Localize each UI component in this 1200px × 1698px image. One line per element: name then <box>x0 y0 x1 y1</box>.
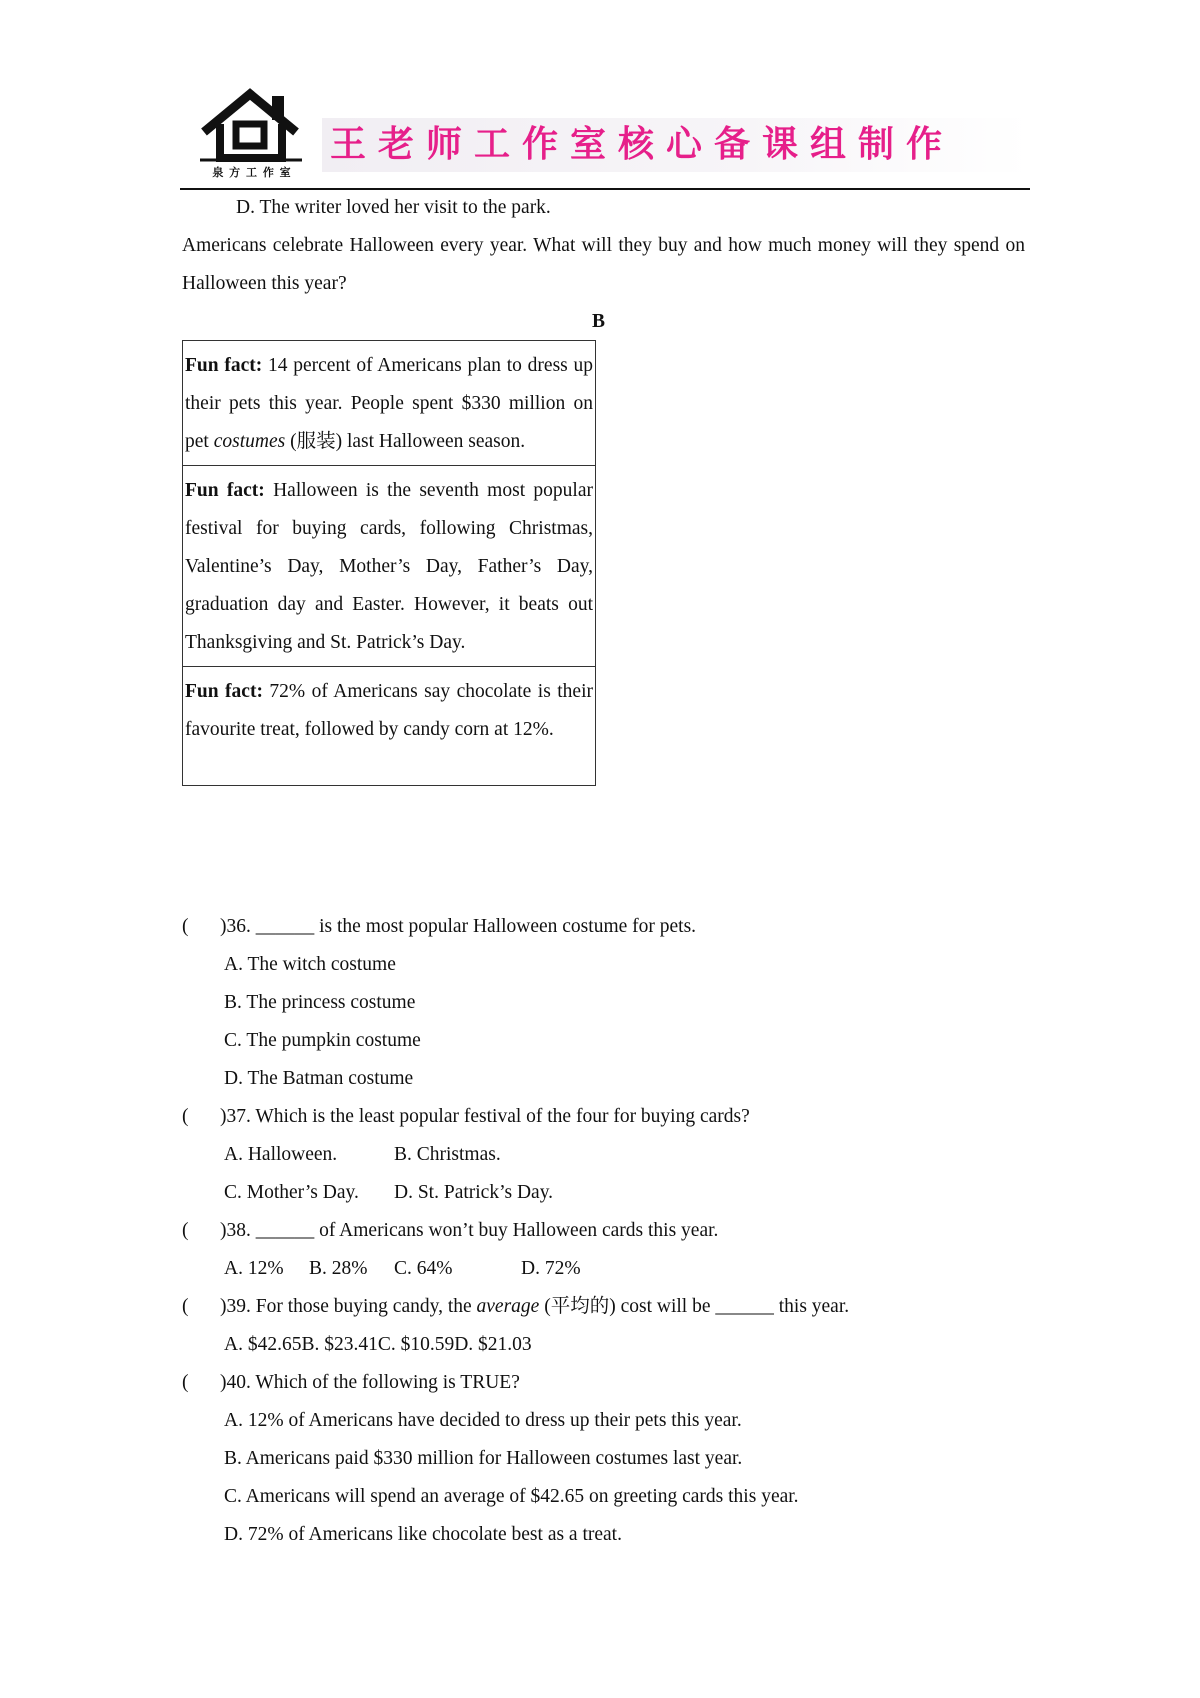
question-stem: )36. ______ is the most popular Halloween costume for pets. <box>220 916 697 937</box>
q37-option-a: A. Halloween. <box>224 1144 338 1165</box>
header-title: 王老师工作室核心备课组制作 <box>322 118 1030 172</box>
fun-fact-text: 72% of Americans say chocolate is their favourite treat, followed by candy corn at 12%. <box>185 681 593 740</box>
q38-option-c: C. 64% <box>394 1258 453 1279</box>
intro-paragraph: Americans celebrate Halloween every year. What will they buy and how much money will they spend on Halloween this year? <box>182 235 1025 294</box>
question-40 <box>182 1371 520 1395</box>
question-stem: )38. ______ of Americans won’t buy Halloween cards this year. <box>220 1220 719 1241</box>
q38-option-a: A. 12% <box>224 1258 284 1279</box>
fun-fact-label: Fun fact: <box>185 480 265 501</box>
q37-option-c: C. Mother’s Day. <box>224 1182 359 1203</box>
section-label: B <box>592 311 606 332</box>
fun-fact-italic: costumes <box>213 431 286 452</box>
question-36 <box>182 915 696 939</box>
answer-paren: ( <box>182 1372 189 1393</box>
question-stem: )39. For those buying candy, the <box>220 1296 477 1317</box>
answer-paren: ( <box>182 1296 189 1317</box>
q36-option-c: C. The pumpkin costume <box>224 1030 421 1051</box>
fun-fact-text: 14 percent of Americans plan to dress up their pets this year. People spent $330 million on pet <box>185 355 593 452</box>
q40-option-d: D. 72% of Americans like chocolate best as a treat. <box>224 1524 622 1545</box>
q38-options <box>224 1257 581 1281</box>
answer-paren: ( <box>182 1106 189 1127</box>
q37-options-row-1 <box>224 1143 501 1167</box>
header-divider <box>180 188 1030 190</box>
q38-option-b: B. 28% <box>309 1258 368 1279</box>
previous-option: D. The writer loved her visit to the park. <box>236 197 551 218</box>
question-37 <box>182 1105 750 1129</box>
q36-option-a: A. The witch costume <box>224 954 396 975</box>
page-header <box>180 84 1030 188</box>
answer-paren: ( <box>182 916 189 937</box>
question-stem: )37. Which is the least popular festival of the four for buying cards? <box>220 1106 750 1127</box>
fun-fact-3 <box>183 666 595 785</box>
fun-fact-2 <box>183 465 595 666</box>
fun-facts-box <box>182 340 596 786</box>
question-stem: )40. Which of the following is TRUE? <box>220 1372 520 1393</box>
q37-option-d: D. St. Patrick’s Day. <box>394 1182 554 1203</box>
logo-caption: 泉 方 工 作 室 <box>212 166 292 179</box>
fun-fact-label: Fun fact: <box>185 355 263 376</box>
fun-fact-text: Halloween is the seventh most popular festival for buying cards, following Christmas, Valentine’s Day, Mother’s Day, Father’s Day, graduation day and Easter. However, it beats out Thanksgiving and St. Patrick’s Day. <box>185 480 593 653</box>
q40-option-c: C. Americans will spend an average of $42.65 on greeting cards this year. <box>224 1486 799 1507</box>
q36-option-b: B. The princess costume <box>224 992 416 1013</box>
q40-option-b: B. Americans paid $330 million for Halloween costumes last year. <box>224 1448 743 1469</box>
q36-option-d: D. The Batman costume <box>224 1068 414 1089</box>
q39-options: A. $42.65B. $23.41C. $10.59D. $21.03 <box>224 1334 532 1355</box>
fun-fact-text: (服装) last Halloween season. <box>285 431 526 452</box>
fun-fact-label: Fun fact: <box>185 681 263 702</box>
question-38 <box>182 1219 718 1243</box>
q38-option-d: D. 72% <box>521 1258 581 1279</box>
q37-options-row-2 <box>224 1181 553 1205</box>
fun-fact-1 <box>183 341 595 465</box>
question-stem: (平均的) cost will be ______ this year. <box>539 1296 850 1317</box>
answer-paren: ( <box>182 1220 189 1241</box>
q37-option-b: B. Christmas. <box>394 1144 501 1165</box>
question-39 <box>182 1295 849 1319</box>
q40-option-a: A. 12% of Americans have decided to dress up their pets this year. <box>224 1410 742 1431</box>
question-italic: average <box>476 1296 540 1317</box>
